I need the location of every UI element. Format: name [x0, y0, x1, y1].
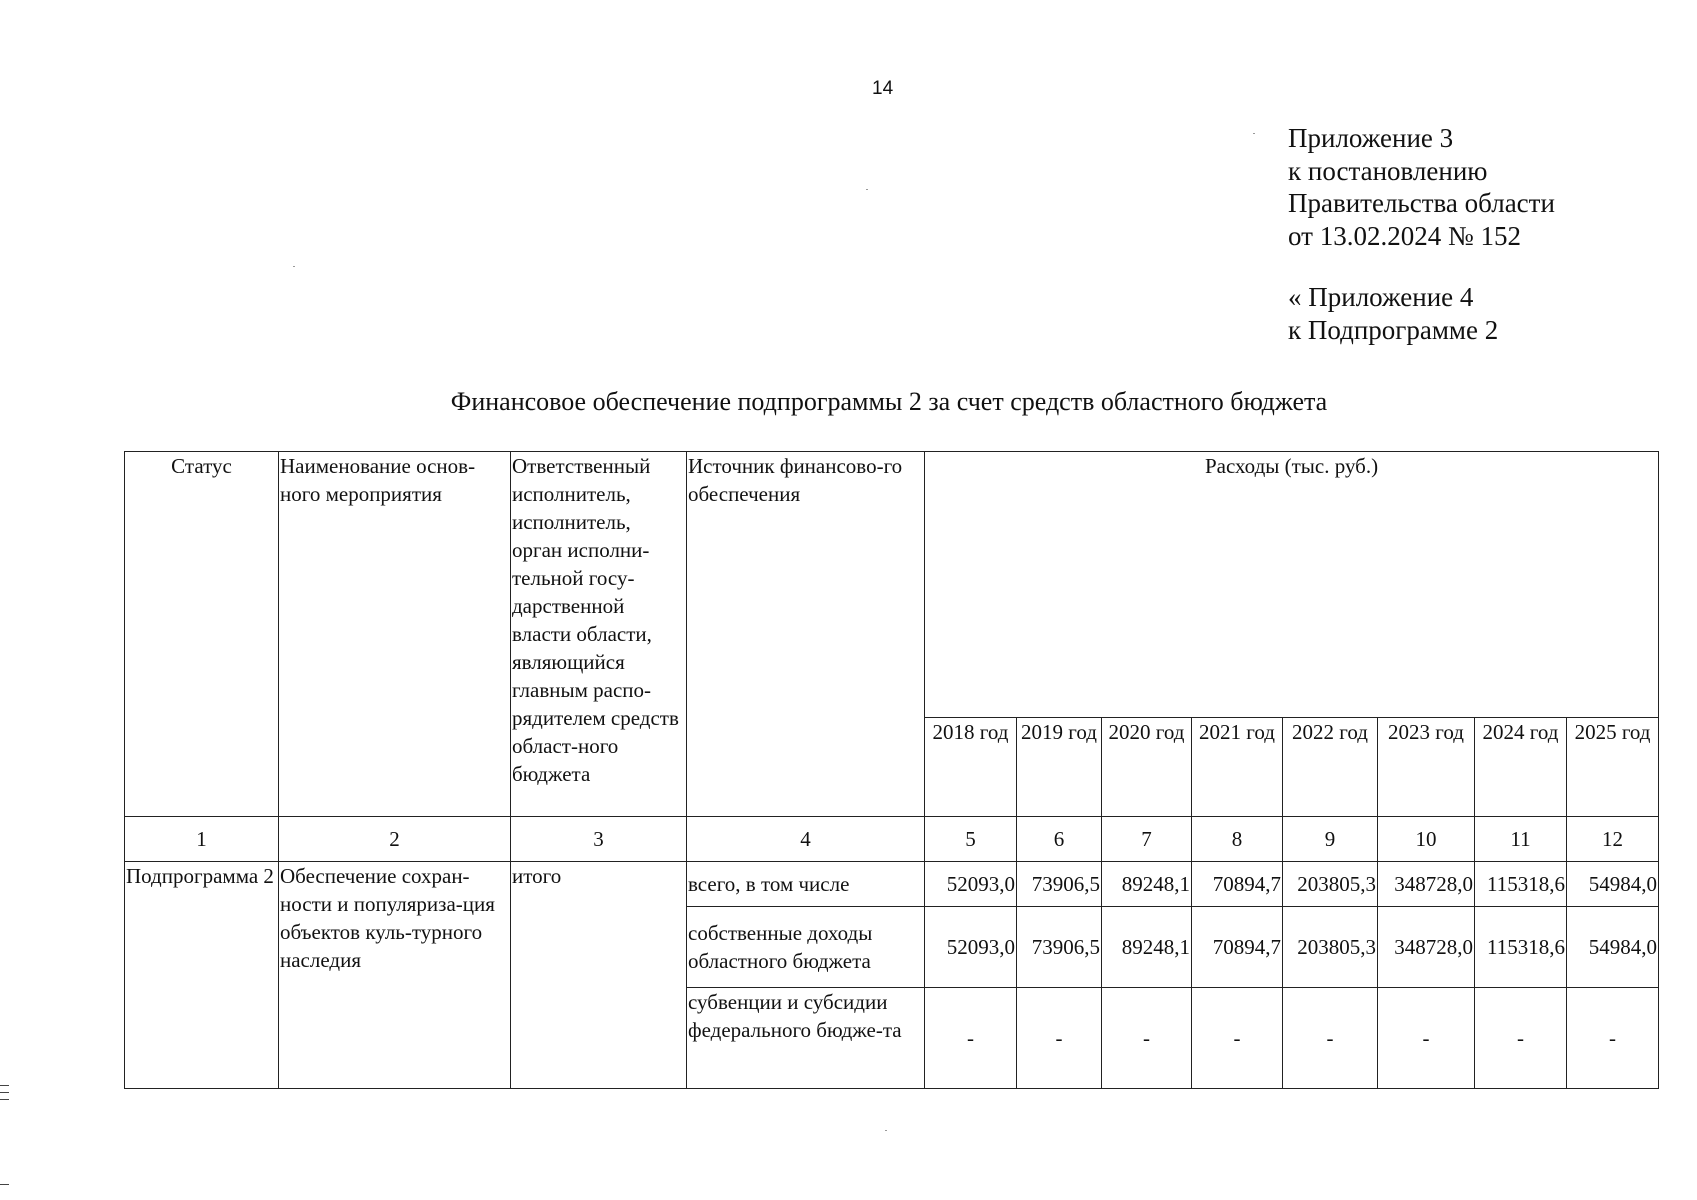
value-cell: -: [1475, 988, 1567, 1089]
column-number: 7: [1102, 817, 1192, 862]
header-year: 2021 год: [1192, 718, 1283, 817]
margin-mark: [0, 1099, 9, 1100]
appendix-line: Приложение 3: [1288, 123, 1454, 153]
source-label: субвенции и субсидии федерального бюдже-та: [687, 988, 925, 1089]
appendix-sub-line: к Подпрограмме 2: [1288, 314, 1499, 345]
value-cell: 52093,0: [925, 907, 1017, 988]
header-year: 2022 год: [1283, 718, 1378, 817]
value-cell: 54984,0: [1567, 862, 1659, 907]
row-name: Обеспечение сохран-ности и популяриза-ция объектов куль-турного наследия: [279, 862, 511, 1089]
header-year: 2019 год: [1017, 718, 1102, 817]
value-cell: 348728,0: [1378, 862, 1475, 907]
appendix-line: от 13.02.2024 № 152: [1288, 220, 1521, 251]
header-name: Наименование основ-ного мероприятия: [279, 452, 511, 817]
value-cell: -: [1102, 988, 1192, 1089]
header-expenses: Расходы (тыс. руб.): [925, 452, 1659, 718]
value-cell: 203805,3: [1283, 862, 1378, 907]
value-cell: -: [1567, 988, 1659, 1089]
header-source: Источник финансово-го обеспечения: [687, 452, 925, 817]
scan-speck: [293, 266, 295, 267]
row-executor: итого: [511, 862, 687, 1089]
header-year: 2020 год: [1102, 718, 1192, 817]
appendix-sub-line: « Приложение 4: [1288, 282, 1474, 312]
column-number: 9: [1283, 817, 1378, 862]
value-cell: -: [1378, 988, 1475, 1089]
column-number: 12: [1567, 817, 1659, 862]
appendix-line: к постановлению: [1288, 155, 1488, 186]
source-label: всего, в том числе: [687, 862, 925, 907]
header-status: Статус: [125, 452, 279, 817]
scan-speck: [866, 189, 868, 190]
appendix-line: Правительства области: [1288, 188, 1555, 218]
row-status: Подпрограмма 2: [125, 862, 279, 1089]
value-cell: -: [1017, 988, 1102, 1089]
value-cell: 73906,5: [1017, 862, 1102, 907]
value-cell: 70894,7: [1192, 862, 1283, 907]
value-cell: 52093,0: [925, 862, 1017, 907]
value-cell: 348728,0: [1378, 907, 1475, 988]
scan-speck: [885, 1130, 887, 1131]
column-number: 6: [1017, 817, 1102, 862]
column-number: 8: [1192, 817, 1283, 862]
header-year: 2025 год: [1567, 718, 1659, 817]
header-year: 2018 год: [925, 718, 1017, 817]
column-number: 5: [925, 817, 1017, 862]
margin-mark: [0, 1085, 9, 1086]
scan-speck: [1253, 133, 1255, 134]
value-cell: 70894,7: [1192, 907, 1283, 988]
column-number: 4: [687, 817, 925, 862]
header-executor: Ответственный исполнитель, исполнитель, орган исполни-тельной госу-дарственной власти области, являющийся главным распо-рядителем средств област-ного бюджета: [511, 452, 687, 817]
financing-table: [124, 451, 1659, 1089]
value-cell: 115318,6: [1475, 862, 1567, 907]
column-number: 3: [511, 817, 687, 862]
document-title: Финансовое обеспечение подпрограммы 2 за счет средств областного бюджета: [450, 387, 1328, 416]
page-number: 14: [872, 78, 894, 99]
value-cell: 89248,1: [1102, 862, 1192, 907]
column-number: 11: [1475, 817, 1567, 862]
value-cell: 203805,3: [1283, 907, 1378, 988]
appendix-block: [1288, 122, 1555, 346]
value-cell: 89248,1: [1102, 907, 1192, 988]
header-year: 2024 год: [1475, 718, 1567, 817]
value-cell: -: [1192, 988, 1283, 1089]
margin-mark: [0, 1184, 9, 1185]
source-label: собственные доходы областного бюджета: [687, 907, 925, 988]
value-cell: -: [925, 988, 1017, 1089]
column-number: 10: [1378, 817, 1475, 862]
value-cell: 54984,0: [1567, 907, 1659, 988]
margin-mark: [0, 1092, 9, 1093]
header-year: 2023 год: [1378, 718, 1475, 817]
value-cell: 73906,5: [1017, 907, 1102, 988]
value-cell: -: [1283, 988, 1378, 1089]
column-number: 2: [279, 817, 511, 862]
value-cell: 115318,6: [1475, 907, 1567, 988]
column-number: 1: [125, 817, 279, 862]
